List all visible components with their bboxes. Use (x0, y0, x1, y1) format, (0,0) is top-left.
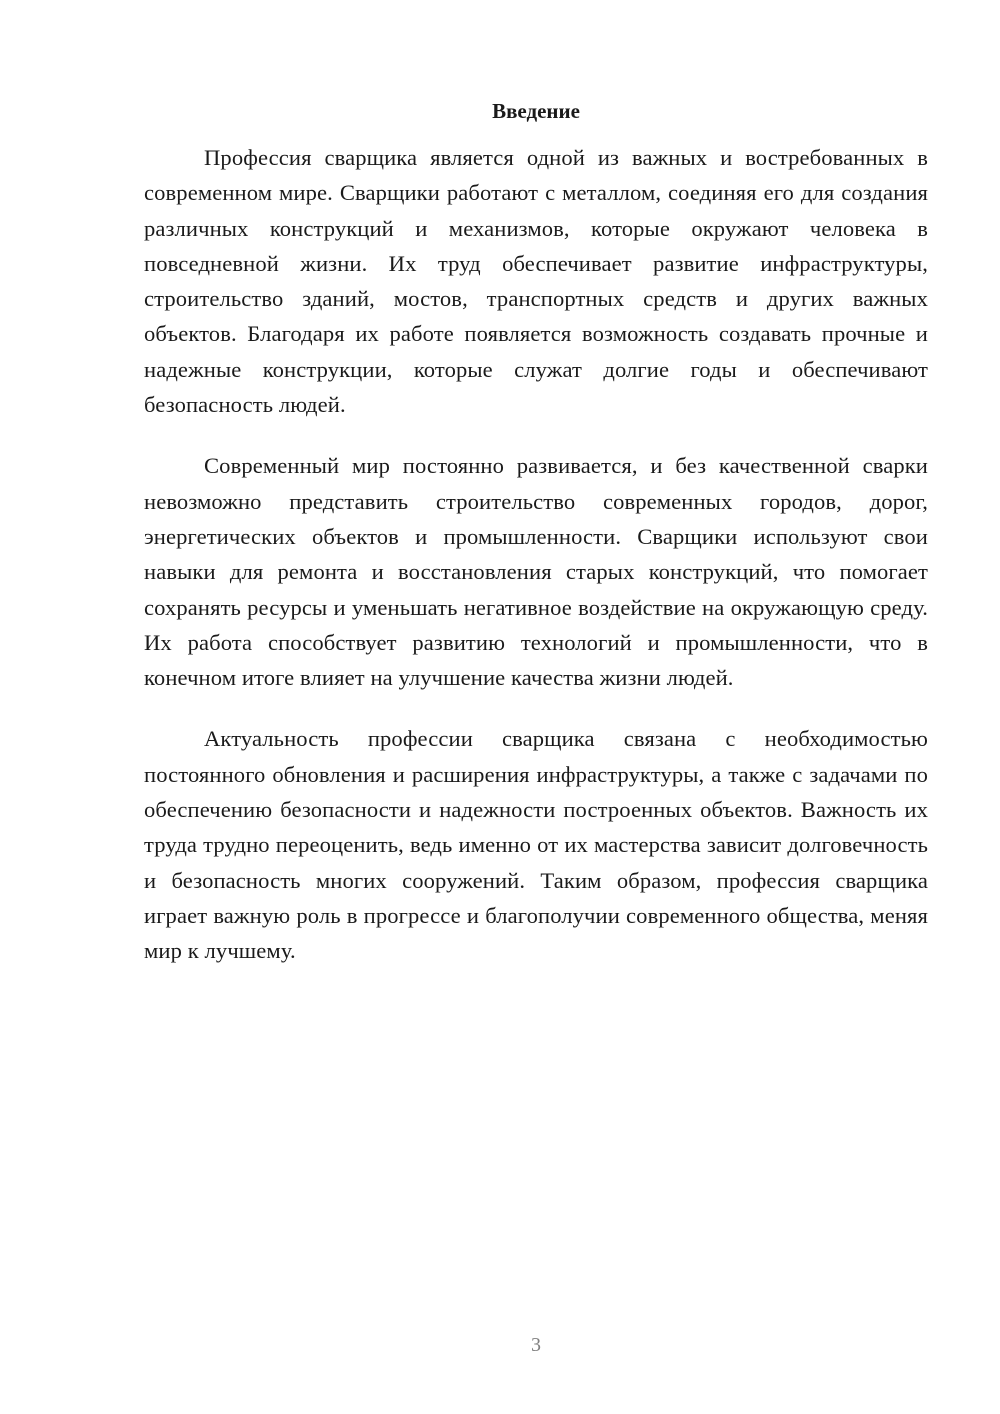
page-content (144, 96, 928, 995)
paragraph-3: Актуальность профессии сварщика связана с необходимостью постоянного обновления и расширения инфраструктуры, а также с задачами по обеспечению безопасности и надежности построенных объектов. Важность их труда трудно переоценить, ведь именно от их мастерства зависит долговечность и безопасность многих сооружений. Таким образом, профессия сварщика играет важную роль в прогрессе и благополучии современного общества, меняя мир к лучшему. (144, 726, 928, 964)
page-number: 3 (531, 1334, 541, 1356)
section-heading: Введение (492, 99, 580, 123)
paragraph-1: Профессия сварщика является одной из важных и востребованных в современном мире. Сварщики работают с металлом, соединяя его для создания различных конструкций и механизмов, которые окружают человека в повседневной жизни. Их труд обеспечивает развитие инфраструктуры, строительство зданий, мостов, транспортных средств и других важных объектов. Благодаря их работе появляется возможность создавать прочные и надежные конструкции, которые служат долгие годы и обеспечивают безопасность людей. (144, 145, 928, 418)
paragraph-2: Современный мир постоянно развивается, и без качественной сварки невозможно представить строительство современных городов, дорог, энергетических объектов и промышленности. Сварщики используют свои навыки для ремонта и восстановления старых конструкций, что помогает сохранять ресурсы и уменьшать негативное воздействие на окружающую среду. Их работа способствует развитию технологий и промышленности, что в конечном итоге влияет на улучшение качества жизни людей. (144, 453, 928, 691)
